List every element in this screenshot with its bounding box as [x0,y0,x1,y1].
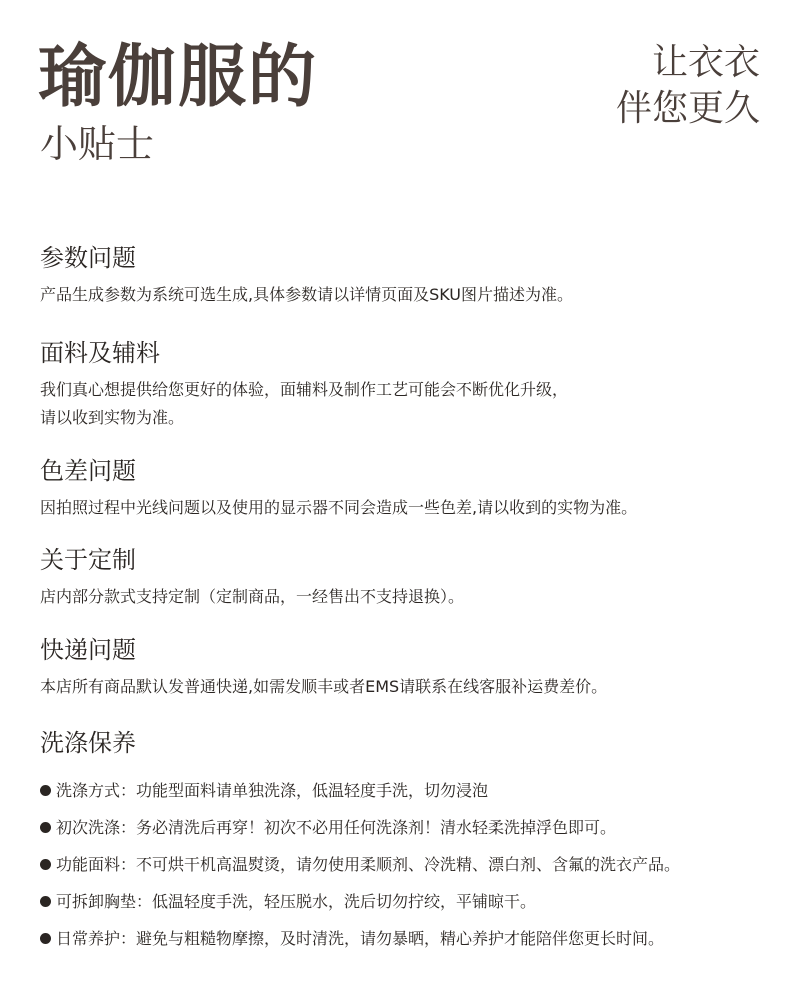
care-text: 功能型面料请单独洗涤，低温轻度手洗，切勿浸泡 [136,781,489,800]
bullet-icon [40,785,51,796]
section-heading: 快递问题 [40,636,136,664]
slogan [540,40,760,132]
section-care [40,728,770,957]
section-text: 店内部分款式支持定制（定制商品，一经售出不支持退换）。 [40,587,465,606]
section-heading: 色差问题 [40,457,136,485]
section-heading: 关于定制 [40,546,136,574]
list-item [40,920,770,957]
care-label: 初次洗涤： [56,818,137,837]
list-item [40,809,770,846]
care-text: 不可烘干机高温熨烫，请勿使用柔顺剂、冷洗精、漂白剂、含氟的洗衣产品。 [136,855,681,874]
section-text: 产品生成参数为系统可选生成,具体参数请以详情页面及SKU图片描述为准。 [40,285,574,304]
care-text: 避免与粗糙物摩擦，及时清洗，请勿暴晒，精心养护才能陪伴您更长时间。 [136,929,665,948]
page-subtitle: 小贴士 [40,122,155,166]
section-heading: 参数问题 [40,244,136,272]
care-text: 低温轻度手洗，轻压脱水，洗后切勿拧绞，平铺晾干。 [152,892,537,911]
slogan-line: 让衣衣 [651,42,760,83]
care-label: 洗涤方式： [56,781,137,800]
section-color-difference [40,456,770,522]
bullet-icon [40,859,51,870]
care-label: 功能面料： [56,855,137,874]
section-text: 请以收到实物为准。 [40,408,185,427]
list-item [40,883,770,920]
section-shipping [40,635,770,701]
section-text: 因拍照过程中光线问题以及使用的显示器不同会造成一些色差,请以收到的实物为准。 [40,498,638,517]
list-item [40,846,770,883]
page-title: 瑜伽服的 [38,38,319,117]
section-text: 本店所有商品默认发普通快递,如需发顺丰或者EMS请联系在线客服补运费差价。 [40,677,608,696]
section-body [40,376,770,432]
care-label: 可拆卸胸垫： [56,892,153,911]
section-text: 我们真心想提供给您更好的体验，面辅料及制作工艺可能会不断优化升级， [40,380,569,399]
care-text: 务必清洗后再穿！初次不必用任何洗涤剂！清水轻柔洗掉浮色即可。 [136,818,617,837]
care-list [40,772,770,957]
section-body [40,673,770,701]
section-parameters [40,243,770,309]
section-body [40,494,770,522]
bullet-icon [40,822,51,833]
section-heading: 洗涤保养 [40,729,136,757]
section-fabric [40,338,770,432]
section-body [40,281,770,309]
section-heading: 面料及辅料 [40,339,160,367]
care-label: 日常养护： [56,929,137,948]
section-customization [40,545,770,611]
bullet-icon [40,896,51,907]
slogan-line: 伴您更久 [615,88,760,129]
list-item [40,772,770,809]
bullet-icon [40,933,51,944]
section-body [40,583,770,611]
